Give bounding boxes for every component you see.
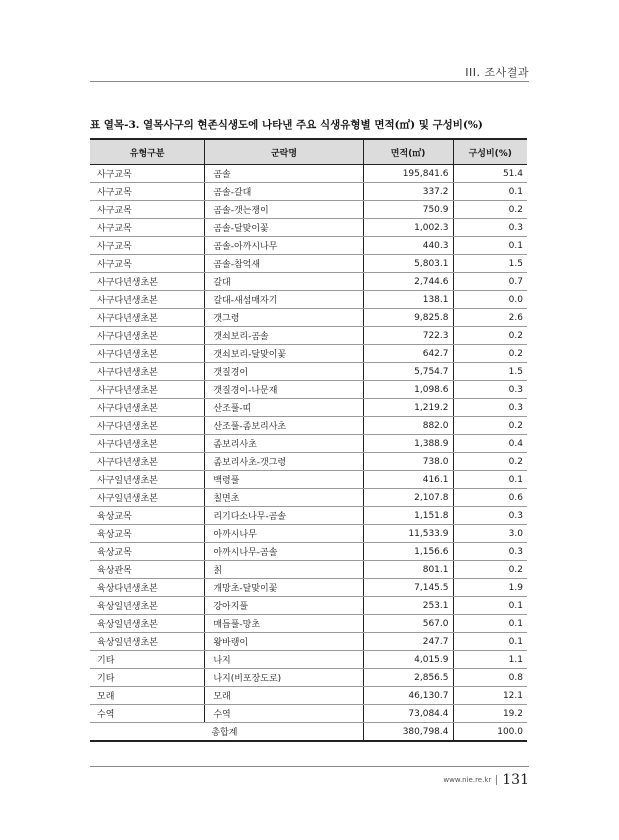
cell-type: 육상교목 [90, 525, 205, 543]
cell-ratio: 51.4 [453, 165, 527, 183]
table-row [90, 597, 527, 615]
cell-area: 1,156.6 [363, 543, 453, 561]
table-row [90, 651, 527, 669]
cell-type: 사구교목 [90, 183, 205, 201]
cell-type: 육상다년생초본 [90, 579, 205, 597]
cell-type: 사구일년생초본 [90, 471, 205, 489]
cell-type: 사구다년생초본 [90, 363, 205, 381]
cell-community: 강아지풀 [205, 597, 363, 615]
cell-ratio: 12.1 [453, 687, 527, 705]
page-number: 131 [502, 772, 529, 788]
cell-area: 5,803.1 [363, 255, 453, 273]
cell-area: 195,841.6 [363, 165, 453, 183]
table-row [90, 255, 527, 273]
footer-rule [90, 766, 529, 767]
cell-community: 왕바랭이 [205, 633, 363, 651]
cell-community: 곰솔-아까시나무 [205, 237, 363, 255]
table-row [90, 687, 527, 705]
header-rule [90, 81, 529, 82]
cell-area: 440.3 [363, 237, 453, 255]
cell-type: 사구다년생초본 [90, 345, 205, 363]
cell-area: 247.7 [363, 633, 453, 651]
cell-area: 2,744.6 [363, 273, 453, 291]
cell-type: 육상교목 [90, 507, 205, 525]
table-row [90, 615, 527, 633]
cell-type: 육상관목 [90, 561, 205, 579]
table-total-row [90, 723, 527, 742]
cell-ratio: 0.2 [453, 345, 527, 363]
cell-area: 801.1 [363, 561, 453, 579]
cell-community: 갯그령 [205, 309, 363, 327]
cell-area: 1,151.8 [363, 507, 453, 525]
cell-ratio: 0.3 [453, 543, 527, 561]
cell-ratio: 0.1 [453, 183, 527, 201]
table-row [90, 327, 527, 345]
cell-type: 사구다년생초본 [90, 399, 205, 417]
cell-ratio: 1.1 [453, 651, 527, 669]
table-row [90, 507, 527, 525]
cell-type: 기타 [90, 651, 205, 669]
cell-area: 1,388.9 [363, 435, 453, 453]
cell-ratio: 2.6 [453, 309, 527, 327]
cell-area: 416.1 [363, 471, 453, 489]
table-row [90, 453, 527, 471]
cell-community: 매듭풀-망초 [205, 615, 363, 633]
table-row [90, 201, 527, 219]
cell-type: 육상교목 [90, 543, 205, 561]
cell-ratio: 0.1 [453, 471, 527, 489]
cell-area: 5,754.7 [363, 363, 453, 381]
cell-community: 칡 [205, 561, 363, 579]
cell-area: 882.0 [363, 417, 453, 435]
cell-community: 나지 [205, 651, 363, 669]
table-row [90, 309, 527, 327]
cell-area: 9,825.8 [363, 309, 453, 327]
cell-ratio: 3.0 [453, 525, 527, 543]
cell-community: 수역 [205, 705, 363, 723]
table-header-row [90, 139, 527, 165]
total-ratio: 100.0 [453, 723, 527, 742]
cell-type: 사구다년생초본 [90, 381, 205, 399]
cell-ratio: 19.2 [453, 705, 527, 723]
cell-type: 사구다년생초본 [90, 291, 205, 309]
table-row [90, 435, 527, 453]
cell-ratio: 0.8 [453, 669, 527, 687]
cell-type: 사구교목 [90, 165, 205, 183]
header-type: 유형구분 [90, 139, 205, 165]
cell-ratio: 0.3 [453, 399, 527, 417]
cell-community: 갈대-새섬매자기 [205, 291, 363, 309]
cell-area: 4,015.9 [363, 651, 453, 669]
table-row [90, 219, 527, 237]
table-body [90, 165, 527, 742]
cell-area: 738.0 [363, 453, 453, 471]
cell-ratio: 0.2 [453, 453, 527, 471]
cell-area: 1,219.2 [363, 399, 453, 417]
cell-type: 사구다년생초본 [90, 327, 205, 345]
total-label: 총합계 [211, 728, 238, 738]
table-row [90, 705, 527, 723]
cell-ratio: 0.4 [453, 435, 527, 453]
table-row [90, 633, 527, 651]
table-row [90, 345, 527, 363]
table-caption: 표 열목-3. 열목사구의 현존식생도에 나타낸 주요 식생유형별 면적(㎡) 및 구성비(%) [90, 119, 483, 131]
cell-community: 아까시나무 [205, 525, 363, 543]
footer [443, 772, 529, 788]
cell-ratio: 0.1 [453, 615, 527, 633]
cell-type: 기타 [90, 669, 205, 687]
cell-ratio: 0.3 [453, 381, 527, 399]
footer-url: www.nie.re.kr [443, 776, 492, 784]
chapter-header: III. 조사결과 [465, 66, 529, 79]
cell-area: 73,084.4 [363, 705, 453, 723]
cell-community: 갯쇠보리-곰솔 [205, 327, 363, 345]
cell-type: 모래 [90, 687, 205, 705]
cell-area: 11,533.9 [363, 525, 453, 543]
cell-ratio: 0.1 [453, 633, 527, 651]
cell-type: 사구다년생초본 [90, 453, 205, 471]
table-row [90, 669, 527, 687]
cell-ratio: 0.3 [453, 219, 527, 237]
cell-type: 육상일년생초본 [90, 615, 205, 633]
cell-community: 갯쇠보리-달맞이꽃 [205, 345, 363, 363]
cell-type: 수역 [90, 705, 205, 723]
table-row [90, 579, 527, 597]
table-row [90, 183, 527, 201]
cell-area: 138.1 [363, 291, 453, 309]
cell-ratio: 0.1 [453, 597, 527, 615]
cell-community: 곰솔-참억새 [205, 255, 363, 273]
cell-community: 곰솔 [205, 165, 363, 183]
cell-community: 개망초-달맞이꽃 [205, 579, 363, 597]
header-area: 면적(㎡) [363, 139, 453, 165]
cell-area: 253.1 [363, 597, 453, 615]
table-row [90, 399, 527, 417]
cell-community: 곰솔-갯는쟁이 [205, 201, 363, 219]
cell-area: 46,130.7 [363, 687, 453, 705]
table-row [90, 489, 527, 507]
cell-community: 리기다소나무-곰솔 [205, 507, 363, 525]
cell-community: 칠면초 [205, 489, 363, 507]
total-area: 380,798.4 [363, 723, 453, 742]
cell-area: 750.9 [363, 201, 453, 219]
cell-ratio: 1.5 [453, 363, 527, 381]
cell-community: 좀보리사초 [205, 435, 363, 453]
cell-community: 아까시나무-곰솔 [205, 543, 363, 561]
cell-type: 육상일년생초본 [90, 633, 205, 651]
cell-type: 사구다년생초본 [90, 435, 205, 453]
cell-community: 갈대 [205, 273, 363, 291]
cell-area: 567.0 [363, 615, 453, 633]
table-row [90, 237, 527, 255]
header-community: 군락명 [205, 139, 363, 165]
cell-ratio: 0.1 [453, 237, 527, 255]
cell-ratio: 0.2 [453, 417, 527, 435]
table-row [90, 543, 527, 561]
cell-ratio: 0.2 [453, 201, 527, 219]
cell-area: 642.7 [363, 345, 453, 363]
cell-ratio: 0.6 [453, 489, 527, 507]
cell-ratio: 0.3 [453, 507, 527, 525]
cell-community: 백령풀 [205, 471, 363, 489]
cell-type: 육상일년생초본 [90, 597, 205, 615]
cell-area: 337.2 [363, 183, 453, 201]
header-ratio: 구성비(%) [453, 139, 527, 165]
cell-area: 722.3 [363, 327, 453, 345]
cell-community: 모래 [205, 687, 363, 705]
cell-ratio: 1.9 [453, 579, 527, 597]
footer-divider [496, 775, 497, 785]
table-row [90, 561, 527, 579]
vegetation-area-table [90, 138, 527, 742]
cell-area: 1,002.3 [363, 219, 453, 237]
cell-community: 산조풀-좀보리사초 [205, 417, 363, 435]
table-row [90, 291, 527, 309]
table-row [90, 165, 527, 183]
cell-ratio: 0.7 [453, 273, 527, 291]
table-row [90, 525, 527, 543]
table-row [90, 273, 527, 291]
cell-type: 사구다년생초본 [90, 273, 205, 291]
cell-type: 사구교목 [90, 237, 205, 255]
cell-area: 1,098.6 [363, 381, 453, 399]
cell-ratio: 1.5 [453, 255, 527, 273]
cell-community: 좀보리사초-갯그령 [205, 453, 363, 471]
table-row [90, 471, 527, 489]
cell-community: 나지(비포장도로) [205, 669, 363, 687]
cell-area: 2,856.5 [363, 669, 453, 687]
cell-area: 7,145.5 [363, 579, 453, 597]
cell-type: 사구교목 [90, 201, 205, 219]
cell-community: 산조풀-띠 [205, 399, 363, 417]
cell-ratio: 0.2 [453, 561, 527, 579]
cell-ratio: 0.2 [453, 327, 527, 345]
table-row [90, 381, 527, 399]
table-row [90, 417, 527, 435]
cell-community: 곰솔-달맞이꽃 [205, 219, 363, 237]
cell-type: 사구다년생초본 [90, 417, 205, 435]
cell-type: 사구교목 [90, 219, 205, 237]
cell-community: 갯질경이 [205, 363, 363, 381]
cell-type: 사구다년생초본 [90, 309, 205, 327]
cell-community: 곰솔-갈대 [205, 183, 363, 201]
cell-community: 갯질경이-나문재 [205, 381, 363, 399]
cell-area: 2,107.8 [363, 489, 453, 507]
cell-ratio: 0.0 [453, 291, 527, 309]
table-row [90, 363, 527, 381]
cell-type: 사구교목 [90, 255, 205, 273]
cell-type: 사구일년생초본 [90, 489, 205, 507]
